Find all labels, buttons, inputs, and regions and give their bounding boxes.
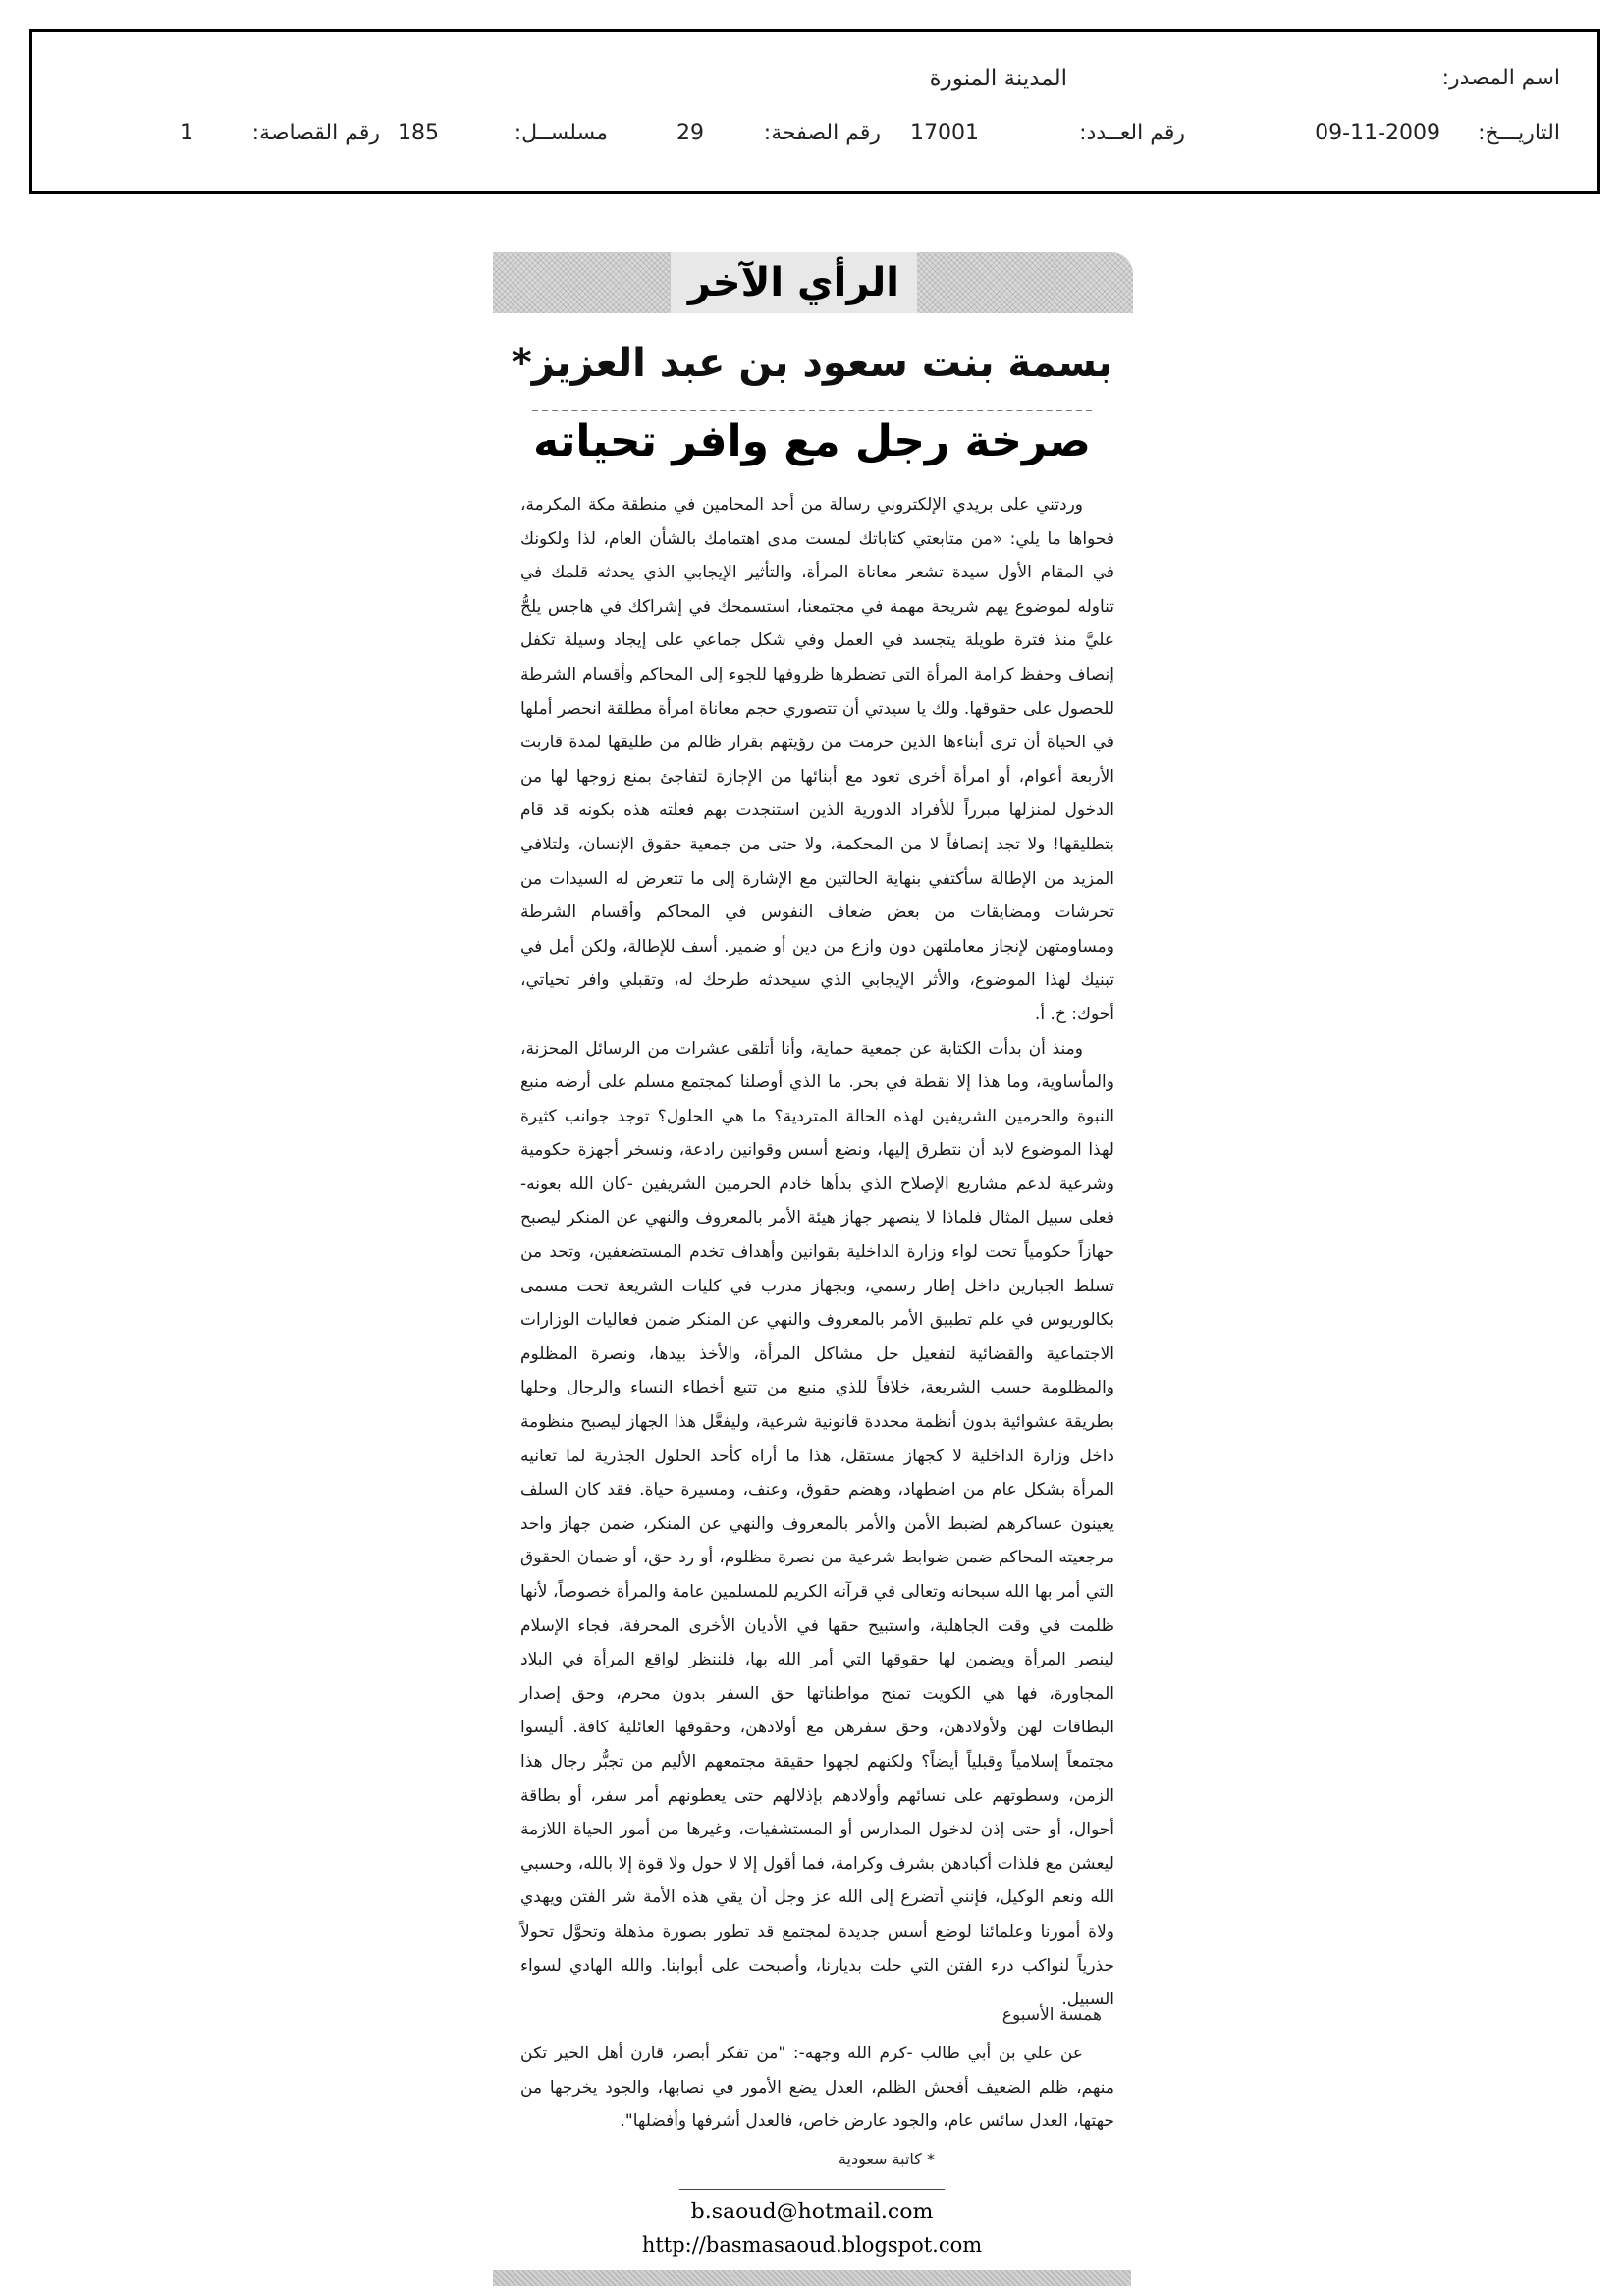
serial-label: مسلســل: [514, 121, 608, 145]
issue-value: 17001 [910, 121, 979, 145]
page-value: 29 [676, 121, 704, 145]
section-banner [493, 252, 1133, 313]
footer-divider [679, 2189, 945, 2190]
author-footnote: * كاتبة سعودية [838, 2150, 935, 2168]
article-title: صرخة رجل مع وافر تحياته [533, 416, 1091, 466]
quote-text: عن علي بن أبي طالب -كرم الله وجهه-: "من تفكر أبصر، قارن أهل الخير تكن منهم، ظلم الضعيف أفحش الظلم، العدل يضع الأمور في نصابها، والجود يخرجها من جهتها، العدل سائس عام، والجود عارض خاص، فالعدل أشرفها وأفضلها". [520, 2044, 1114, 2132]
article-body [520, 488, 1114, 2017]
source-value: المدينة المنورة [929, 66, 1067, 91]
issue-label: رقم العــدد: [1079, 121, 1185, 145]
date-value: 09-11-2009 [1315, 121, 1440, 145]
weekly-whisper-heading: همسة الأسبوع [1001, 2005, 1102, 2025]
clip-label: رقم القصاصة: [251, 121, 380, 145]
bottom-banner [493, 2270, 1131, 2286]
body-paragraph: ومنذ أن بدأت الكتابة عن جمعية حماية، وأنا أتلقى عشرات من الرسائل المحزنة، والمأساوية، وما هذا إلا نقطة في بحر. ما الذي أوصلنا كمجتمع مسلم على أرضه منبع النبوة والحرمين الشريفين لهذه الحالة المتردية؟ ما هي الحلول؟ توجد جوانب كثيرة لهذا الموضوع لابد أن نتطرق إليها، ونضع أسس وقوانين رادعة، ونسخر أجهزة حكومية وشرعية لدعم مشاريع الإصلاح الذي بدأها خادم الحرمين الشريفين -كان الله بعونه- فعلى سبيل المثال فلماذا لا ينصهر جهاز هيئة الأمر بالمعروف والنهي عن المنكر ليصبح جهازاً حكومياً تحت لواء وزارة الداخلية بقوانين وأهداف تخدم المستضعفين، وتحد من تسلط الجبارين داخل إطار رسمي، وبجهاز مدرب في كليات الشريعة تحت مسمى بكالوريوس في علم تطبيق الأمر بالمعروف والنهي عن المنكر ضمن فعاليات الوزارات الاجتماعية والقضائية لتفعيل حل مشاكل المرأة، والأخذ بيدها، ونصرة المظلوم والمظلومة حسب الشريعة، خلافاً للذي منبع من تتبع أخطاء النساء والرجال وحلها بطريقة عشوائية بدون أنظمة محددة قانونية شرعية، وليفعَّل هذا الجهاز ليصبح منظومة داخل وزارة الداخلية لا كجهاز مستقل، هذا ما أراه كأحد الحلول الجذرية لما تعانيه المرأة بشكل عام من اضطهاد، وهضم حقوق، وعنف، ومسيرة حياة. فقد كان السلف يعينون عساكرهم لضبط الأمن والأمر بالمعروف والنهي عن المنكر، ضمن جهاز واحد مرجعيته المحاكم ضمن ضوابط شرعية من نصرة مظلوم، أو رد حق، أو ضمان الحقوق التي أمر بها الله سبحانه وتعالى في قرآنه الكريم للمسلمين عامة والمرأة خصوصاً، لأنها ظلمت في وقت الجاهلية، واستبيح حقها في الأديان الأخرى المحرفة، فجاء الإسلام لينصر المرأة ويضمن لها حقوقها التي أمر الله بها، فلننظر لواقع المرأة في البلاد المجاورة، فها هي الكويت تمنح مواطناتها حق السفر بدون محرم، وحق إصدار البطاقات لهن ولأولادهن، وحق سفرهن مع أولادهن، وحقوقها العائلية كافة. أليسوا مجتمعاً إسلامياً وقبلياً أيضاً؟ ولكنهم لجهوا حقيقة مجتمعهم الأليم من تجبُّر رجال هذا الزمن، وسطوتهم على نسائهم وأولادهم بإذلالهم حتى يعطونهم أمر سفر، أو بطاقة أحوال، أو حتى إذن لدخول المدارس أو المستشفيات، وغيرها من أمور الحياة اللازمة ليعشن مع فلذات أكبادهن بشرف وكرامة، فما أقول إلا لا حول ولا قوة إلا بالله، وحسبي الله ونعم الوكيل، فإنني أتضرع إلى الله عز وجل أن يقي هذه الأمة شر الفتن ويهدي ولاة أمورنا وعلمائنا لوضع أسس جديدة لمجتمع قد تطور بصورة مذهلة وتحوَّل تحولاً جذرياً لنواكب درء الفتن التي حلت بديارنا، وأصبحت على أبوابنا. والله الهادي لسواء السبيل. [520, 1038, 1114, 2010]
newspaper-clipping [493, 247, 1131, 2290]
clipping-header [29, 29, 1600, 194]
section-title: الرأي الآخر [671, 252, 917, 313]
author-byline: بسمة بنت سعود بن عبد العزيز* [511, 341, 1113, 386]
date-label: التاريـــخ: [1478, 121, 1560, 145]
clip-value: 1 [180, 121, 193, 145]
page-label: رقم الصفحة: [763, 121, 881, 145]
author-blog-url: http://basmasaoud.blogspot.com [641, 2233, 983, 2257]
author-email: b.saoud@hotmail.com [690, 2200, 934, 2224]
dashed-divider [532, 410, 1092, 411]
body-paragraph: وردتني على بريدي الإلكتروني رسالة من أحد المحامين في منطقة مكة المكرمة، فحواها ما يلي: «من متابعتي كتاباتك لمست مدى اهتمامك بالشأن العام، لذا ولكونك في المقام الأول سيدة تشعر معاناة المرأة، والتأثير الإيجابي الذي يحدثه قلمك في تناوله لموضوع يهم شريحة مهمة في مجتمعنا، استسمحك في إشراكك في هاجس يلحُّ عليَّ منذ فترة طويلة يتجسد في العمل وفي شكل جماعي على إيجاد وسيلة تكفل إنصاف وحفظ كرامة المرأة التي تضطرها ظروفها للجوء إلى المحاكم وأقسام الشرطة للحصول على حقوقها. ولك يا سيدتي أن تتصوري حجم معاناة امرأة مطلقة انحصر أملها في الحياة أن ترى أبناءها الذين حرمت من رؤيتهم بقرار ظالم من طليقها لمدة قاربت الأربعة أعوام، أو امرأة أخرى تعود مع أبنائها من الإجازة لتفاجئ بمنع زوجها لها من الدخول لمنزلها مبرراً للأفراد الدورية الذين استنجدت بهم فعلته هذه بكونه قد قام بتطليقها! ولا تجد إنصافاً لا من المحكمة، ولا حتى من جمعية حقوق الإنسان، ولتلافي المزيد من الإطالة سأكتفي بنهاية الحالتين مع الإشارة إلى ما تتعرض له السيدات من تحرشات ومضايقات من بعض ضعاف النفوس في المحاكم وأقسام الشرطة ومساومتهن لإنجاز معاملتهن دون وازع من دين أو ضمير. أسف للإطالة، ولكن أمل في تبنيك لهذا الموضوع، والأثر الإيجابي الذي سيحدثه طرحك له، وتقبلي وافر تحياتي، أخوك: خ. أ. [520, 495, 1114, 1024]
weekly-quote [520, 2037, 1114, 2139]
source-label: اسم المصدر: [1441, 66, 1560, 90]
serial-value: 185 [398, 121, 439, 145]
